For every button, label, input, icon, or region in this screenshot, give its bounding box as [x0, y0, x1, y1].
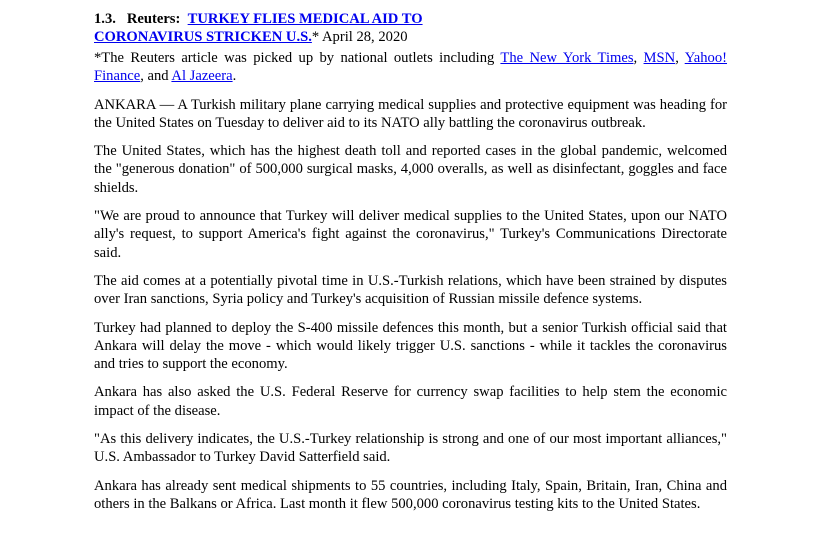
- outlet-link-nyt[interactable]: The New York Times: [500, 50, 634, 66]
- outlet-link-yahoo-finance[interactable]: Yahoo! Finance: [94, 50, 727, 85]
- body-paragraph-6: Ankara has also asked the U.S. Federal Reserve for currency swap facilities to help stem the economic impact of the disease.: [94, 384, 727, 419]
- body-paragraph-8: Ankara has already sent medical shipments to 55 countries, including Italy, Spain, Britain, Iran, China and others in the Balkans or Africa. Last month it flew 500,000 coronavirus testing kits to the United States.: [94, 477, 727, 512]
- article-title-line2: CORONAVIRUS STRICKEN U.S.: [94, 29, 312, 45]
- section-number: 1.3.: [94, 11, 116, 27]
- note-sep-2: ,: [675, 50, 685, 66]
- body-paragraph-5: Turkey had planned to deploy the S-400 missile defences this month, but a senior Turkish official said that Ankara will delay the move - which would likely trigger U.S. sanctions - while it tackles the coronavirus and tries to support the economy.: [94, 319, 727, 373]
- source-name: Reuters:: [126, 11, 181, 27]
- body-paragraph-1: ANKARA — A Turkish military plane carrying medical supplies and protective equipment was heading for the United States on Tuesday to deliver aid to its NATO ally battling the coronavirus outbreak.: [94, 96, 727, 131]
- note-prefix: *The Reuters article was picked up by national outlets including: [94, 50, 501, 66]
- article-title-line1: TURKEY FLIES MEDICAL AID TO: [187, 11, 423, 27]
- body-paragraph-7: "As this delivery indicates, the U.S.-Turkey relationship is strong and one of our most important alliances," U.S. Ambassador to Turkey David Satterfield said.: [94, 431, 727, 466]
- note-sep-3: , and: [140, 68, 172, 85]
- body-paragraph-3: "We are proud to announce that Turkey will deliver medical supplies to the United States, upon our NATO ally's request, to support America's fight against the coronavirus," Turkey's Communications Directorate said.: [94, 208, 727, 261]
- body-paragraph-2: The United States, which has the highest death toll and reported cases in the global pandemic, welcomed the "generous donation" of 500,000 surgical masks, 4,000 overalls, as well as disinfectant, goggles and face shields.: [94, 143, 727, 196]
- article-date: * April 28, 2020: [311, 29, 408, 45]
- outlet-link-msn[interactable]: MSN: [643, 50, 676, 66]
- syndication-note: [94, 49, 727, 86]
- outlet-link-al-jazeera[interactable]: Al Jazeera: [171, 68, 233, 85]
- document-page: [94, 10, 727, 523]
- article-heading: [94, 10, 727, 46]
- note-sep-1: ,: [633, 50, 644, 66]
- body-paragraph-4: The aid comes at a potentially pivotal time in U.S.-Turkish relations, which have been strained by disputes over Iran sanctions, Syria policy and Turkey's acquisition of Russian missile defence systems.: [94, 272, 727, 308]
- note-end: .: [232, 68, 237, 85]
